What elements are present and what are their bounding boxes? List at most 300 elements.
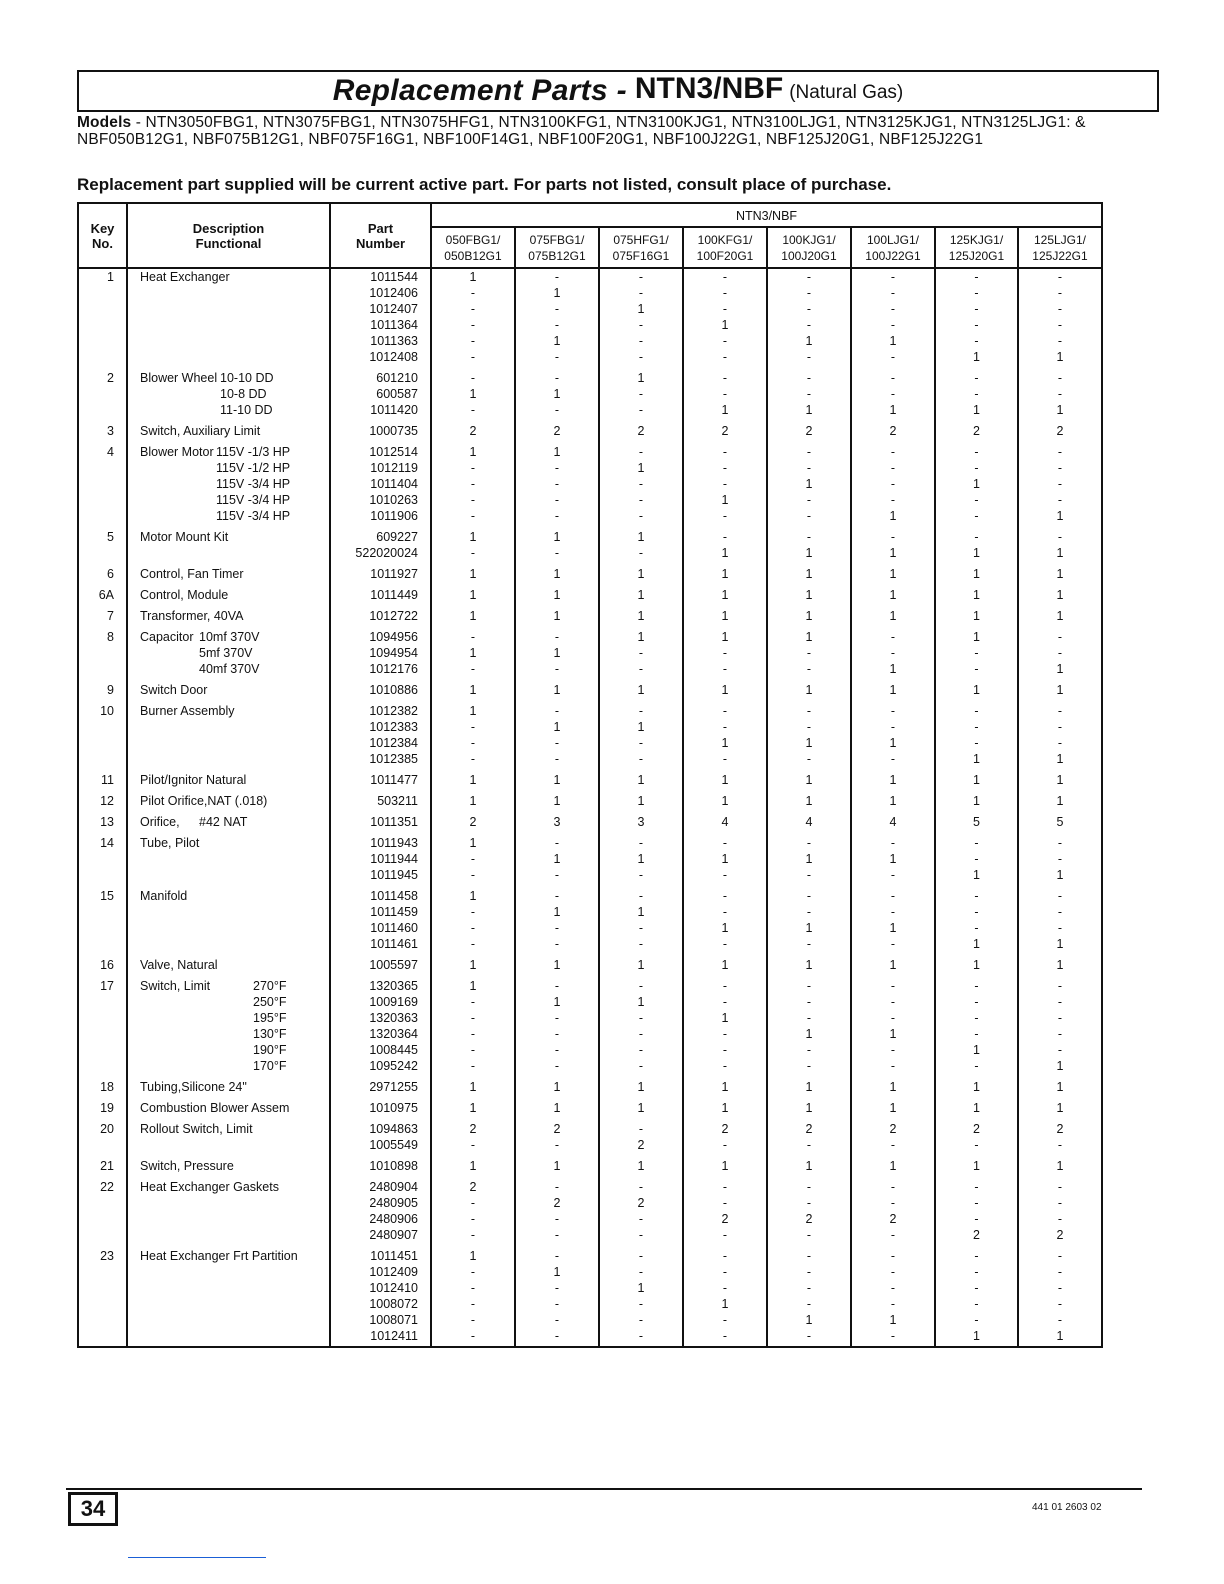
part-description <box>127 809 330 830</box>
quantity-cell: - <box>851 719 935 735</box>
part-number: 1012384 <box>330 735 431 751</box>
quantity-cell: - <box>431 1010 515 1026</box>
quantity-cell: 1 <box>851 1026 935 1042</box>
quantity-cell: 1 <box>935 1095 1018 1116</box>
quantity-cell: - <box>599 268 683 285</box>
quantity-cell: - <box>515 1296 599 1312</box>
description-text: Transformer, 40VA <box>140 609 244 623</box>
part-description <box>127 851 330 867</box>
quantity-cell: 1 <box>935 545 1018 561</box>
quantity-cell: 1 <box>1018 952 1102 973</box>
key-number: 21 <box>78 1153 127 1174</box>
key-number <box>78 508 127 524</box>
quantity-cell: - <box>767 936 851 952</box>
key-number <box>78 661 127 677</box>
table-row <box>78 1264 1102 1280</box>
table-row <box>78 645 1102 661</box>
quantity-cell: - <box>431 1280 515 1296</box>
quantity-cell: 1 <box>683 677 767 698</box>
table-row <box>78 476 1102 492</box>
part-description <box>127 1243 330 1264</box>
quantity-cell: 1 <box>935 1328 1018 1347</box>
table-row <box>78 603 1102 624</box>
description-text: Control, Fan Timer <box>140 567 244 581</box>
quantity-cell: - <box>683 524 767 545</box>
quantity-cell: - <box>683 333 767 349</box>
part-description <box>127 333 330 349</box>
quantity-cell: - <box>851 460 935 476</box>
key-number <box>78 645 127 661</box>
part-description <box>127 603 330 624</box>
quantity-cell: 1 <box>1018 661 1102 677</box>
quantity-cell: 1 <box>767 582 851 603</box>
part-number: 1095242 <box>330 1058 431 1074</box>
quantity-cell: 1 <box>1018 1058 1102 1074</box>
quantity-cell: 1 <box>683 1074 767 1095</box>
quantity-cell: 1 <box>431 883 515 904</box>
quantity-cell: 2 <box>431 418 515 439</box>
quantity-cell: 1 <box>851 545 935 561</box>
quantity-cell: - <box>767 645 851 661</box>
quantity-cell: 1 <box>599 582 683 603</box>
quantity-cell: - <box>683 1026 767 1042</box>
part-number: 1012385 <box>330 751 431 767</box>
key-number: 20 <box>78 1116 127 1137</box>
quantity-cell: 1 <box>431 439 515 460</box>
quantity-cell: - <box>683 867 767 883</box>
description-option: #42 NAT <box>199 815 248 829</box>
quantity-cell: - <box>515 1227 599 1243</box>
quantity-cell: 1 <box>767 333 851 349</box>
quantity-cell: 2 <box>599 418 683 439</box>
model-header: 075HFG1/ 075F16G1 <box>599 227 683 268</box>
key-number <box>78 1137 127 1153</box>
part-description <box>127 1095 330 1116</box>
quantity-cell: 1 <box>683 402 767 418</box>
quantity-cell: 2 <box>767 1116 851 1137</box>
quantity-cell: - <box>599 402 683 418</box>
key-number: 15 <box>78 883 127 904</box>
quantity-cell: 2 <box>683 418 767 439</box>
quantity-cell: - <box>935 883 1018 904</box>
quantity-cell: - <box>851 268 935 285</box>
part-description <box>127 936 330 952</box>
quantity-cell: - <box>935 735 1018 751</box>
quantity-cell: - <box>431 492 515 508</box>
quantity-cell: - <box>431 1328 515 1347</box>
quantity-cell: - <box>1018 365 1102 386</box>
key-number <box>78 1296 127 1312</box>
key-number: 9 <box>78 677 127 698</box>
quantity-cell: 1 <box>599 904 683 920</box>
description-option: 10-8 DD <box>220 387 267 401</box>
quantity-cell: 2 <box>683 1116 767 1137</box>
quantity-cell: 1 <box>599 1095 683 1116</box>
quantity-cell: - <box>1018 1137 1102 1153</box>
quantity-cell: - <box>515 317 599 333</box>
quantity-cell: 1 <box>851 767 935 788</box>
part-description <box>127 1296 330 1312</box>
quantity-cell: - <box>851 904 935 920</box>
quantity-cell: 1 <box>851 1153 935 1174</box>
quantity-cell: 1 <box>431 677 515 698</box>
part-description <box>127 1074 330 1095</box>
quantity-cell: - <box>1018 1211 1102 1227</box>
quantity-cell: 1 <box>1018 582 1102 603</box>
table-row <box>78 936 1102 952</box>
quantity-cell: 1 <box>935 561 1018 582</box>
quantity-cell: - <box>851 624 935 645</box>
quantity-cell: 1 <box>1018 751 1102 767</box>
quantity-cell: 1 <box>599 952 683 973</box>
description-text: Valve, Natural <box>140 958 218 972</box>
quantity-cell: 1 <box>599 677 683 698</box>
part-description <box>127 476 330 492</box>
quantity-cell: 1 <box>599 365 683 386</box>
table-row <box>78 767 1102 788</box>
quantity-cell: 1 <box>935 1042 1018 1058</box>
table-row <box>78 349 1102 365</box>
quantity-cell: - <box>767 973 851 994</box>
quantity-cell: - <box>683 439 767 460</box>
quantity-cell: 1 <box>767 1312 851 1328</box>
quantity-cell: - <box>935 994 1018 1010</box>
quantity-cell: 1 <box>935 751 1018 767</box>
quantity-cell: - <box>431 508 515 524</box>
quantity-cell: 1 <box>515 767 599 788</box>
quantity-cell: - <box>599 1058 683 1074</box>
quantity-cell: 1 <box>599 1280 683 1296</box>
quantity-cell: - <box>935 1195 1018 1211</box>
table-row <box>78 1095 1102 1116</box>
quantity-cell: - <box>1018 719 1102 735</box>
quantity-cell: - <box>935 645 1018 661</box>
key-number <box>78 1010 127 1026</box>
table-row <box>78 439 1102 460</box>
quantity-cell: 1 <box>515 1095 599 1116</box>
description-text: Heat Exchanger Frt Partition <box>140 1249 298 1263</box>
description-option: 11-10 DD <box>220 403 273 417</box>
quantity-cell: - <box>683 1280 767 1296</box>
part-number: 1011458 <box>330 883 431 904</box>
quantity-cell: - <box>851 349 935 365</box>
quantity-cell: 1 <box>1018 1074 1102 1095</box>
quantity-cell: 1 <box>767 545 851 561</box>
part-number: 1011459 <box>330 904 431 920</box>
quantity-cell: - <box>683 365 767 386</box>
part-number: 1012382 <box>330 698 431 719</box>
description-text: Heat Exchanger Gaskets <box>140 1180 279 1194</box>
quantity-cell: 1 <box>431 1074 515 1095</box>
part-number: 522020024 <box>330 545 431 561</box>
key-header: Key No. <box>78 203 127 268</box>
quantity-cell: 1 <box>431 1153 515 1174</box>
key-number <box>78 476 127 492</box>
quantity-cell: - <box>431 1137 515 1153</box>
table-row <box>78 920 1102 936</box>
quantity-cell: - <box>935 698 1018 719</box>
quantity-cell: - <box>431 460 515 476</box>
quantity-cell: - <box>431 661 515 677</box>
quantity-cell: - <box>767 1280 851 1296</box>
quantity-cell: 1 <box>431 603 515 624</box>
part-description <box>127 582 330 603</box>
quantity-cell: 1 <box>683 317 767 333</box>
quantity-cell: 1 <box>1018 508 1102 524</box>
quantity-cell: - <box>851 936 935 952</box>
quantity-cell: 1 <box>515 524 599 545</box>
quantity-cell: - <box>851 1296 935 1312</box>
part-description <box>127 349 330 365</box>
quantity-cell: - <box>767 719 851 735</box>
quantity-cell: - <box>767 365 851 386</box>
part-number: 1011449 <box>330 582 431 603</box>
quantity-cell: - <box>683 661 767 677</box>
quantity-cell: 1 <box>851 920 935 936</box>
quantity-cell: - <box>1018 698 1102 719</box>
quantity-cell: - <box>767 883 851 904</box>
quantity-cell: 1 <box>1018 545 1102 561</box>
quantity-cell: 1 <box>515 994 599 1010</box>
part-number: 1011945 <box>330 867 431 883</box>
quantity-cell: - <box>683 349 767 365</box>
quantity-cell: 1 <box>683 582 767 603</box>
part-description <box>127 1153 330 1174</box>
description-text: Switch, Pressure <box>140 1159 234 1173</box>
part-description <box>127 386 330 402</box>
quantity-cell: 1 <box>935 1153 1018 1174</box>
quantity-cell: - <box>1018 645 1102 661</box>
table-row <box>78 677 1102 698</box>
quantity-cell: - <box>851 645 935 661</box>
quantity-cell: 1 <box>515 851 599 867</box>
quantity-cell: 1 <box>935 582 1018 603</box>
table-row <box>78 735 1102 751</box>
quantity-cell: - <box>851 476 935 492</box>
part-number: 1010898 <box>330 1153 431 1174</box>
quantity-cell: - <box>683 1042 767 1058</box>
key-number <box>78 285 127 301</box>
part-number: 1011927 <box>330 561 431 582</box>
quantity-cell: 1 <box>431 645 515 661</box>
description-text: Switch, Auxiliary Limit <box>140 424 261 438</box>
quantity-cell: 2 <box>431 1174 515 1195</box>
quantity-cell: - <box>935 508 1018 524</box>
key-number <box>78 1042 127 1058</box>
table-row <box>78 698 1102 719</box>
quantity-cell: - <box>683 698 767 719</box>
key-number: 5 <box>78 524 127 545</box>
key-number <box>78 920 127 936</box>
quantity-cell: 1 <box>851 603 935 624</box>
part-number: 1012410 <box>330 1280 431 1296</box>
key-number: 12 <box>78 788 127 809</box>
quantity-cell: - <box>683 751 767 767</box>
quantity-cell: - <box>1018 1243 1102 1264</box>
quantity-cell: - <box>1018 460 1102 476</box>
key-number <box>78 386 127 402</box>
part-number: 1320363 <box>330 1010 431 1026</box>
quantity-cell: 2 <box>935 418 1018 439</box>
quantity-cell: 1 <box>683 1010 767 1026</box>
quantity-cell: - <box>851 1174 935 1195</box>
table-row <box>78 788 1102 809</box>
quantity-cell: - <box>515 476 599 492</box>
quantity-cell: - <box>515 1137 599 1153</box>
quantity-cell: - <box>431 349 515 365</box>
quantity-cell: - <box>935 285 1018 301</box>
quantity-cell: - <box>683 719 767 735</box>
quantity-cell: 2 <box>515 1195 599 1211</box>
key-number <box>78 402 127 418</box>
quantity-cell: - <box>1018 994 1102 1010</box>
quantity-cell: 1 <box>767 920 851 936</box>
quantity-cell: 1 <box>935 349 1018 365</box>
quantity-cell: - <box>683 994 767 1010</box>
quantity-cell: - <box>935 1312 1018 1328</box>
quantity-cell: - <box>431 851 515 867</box>
quantity-cell: 1 <box>599 524 683 545</box>
quantity-cell: - <box>1018 285 1102 301</box>
quantity-cell: - <box>683 1195 767 1211</box>
table-row <box>78 661 1102 677</box>
part-number: 1010975 <box>330 1095 431 1116</box>
table-row <box>78 1042 1102 1058</box>
quantity-cell: - <box>767 830 851 851</box>
quantity-cell: 1 <box>1018 402 1102 418</box>
quantity-cell: - <box>515 867 599 883</box>
quantity-cell: 1 <box>851 1074 935 1095</box>
quantity-cell: 1 <box>851 735 935 751</box>
quantity-cell: - <box>683 476 767 492</box>
table-row <box>78 460 1102 476</box>
quantity-cell: 1 <box>935 603 1018 624</box>
quantity-cell: - <box>683 1312 767 1328</box>
part-description <box>127 1211 330 1227</box>
document-number: 441 01 2603 02 <box>1032 1502 1102 1513</box>
quantity-cell: 4 <box>683 809 767 830</box>
quantity-cell: - <box>1018 624 1102 645</box>
quantity-cell: 1 <box>431 386 515 402</box>
part-number: 1012119 <box>330 460 431 476</box>
quantity-cell: - <box>599 1296 683 1312</box>
part-number: 1010886 <box>330 677 431 698</box>
table-row <box>78 1058 1102 1074</box>
quantity-cell: 1 <box>1018 677 1102 698</box>
quantity-cell: - <box>599 386 683 402</box>
quantity-cell: - <box>683 1227 767 1243</box>
key-number <box>78 1227 127 1243</box>
quantity-cell: - <box>851 1280 935 1296</box>
part-number: 1012406 <box>330 285 431 301</box>
quantity-cell: 1 <box>1018 867 1102 883</box>
quantity-cell: 1 <box>515 1074 599 1095</box>
quantity-cell: - <box>683 386 767 402</box>
quantity-cell: 1 <box>767 677 851 698</box>
part-description <box>127 735 330 751</box>
quantity-cell: 2 <box>515 1116 599 1137</box>
quantity-cell: 2 <box>851 1116 935 1137</box>
quantity-cell: - <box>599 492 683 508</box>
description-option: 170°F <box>253 1059 287 1073</box>
part-description <box>127 1058 330 1074</box>
quantity-cell: - <box>1018 492 1102 508</box>
quantity-cell: 3 <box>515 809 599 830</box>
description-text: Pilot/Ignitor Natural <box>140 773 247 787</box>
link-underline[interactable] <box>128 1557 266 1558</box>
key-number: 17 <box>78 973 127 994</box>
quantity-cell: 1 <box>683 920 767 936</box>
quantity-cell: - <box>431 751 515 767</box>
table-row <box>78 285 1102 301</box>
quantity-cell: - <box>1018 301 1102 317</box>
model-header: 100KJG1/ 100J20G1 <box>767 227 851 268</box>
quantity-cell: - <box>851 1328 935 1347</box>
quantity-cell: - <box>515 751 599 767</box>
key-number: 2 <box>78 365 127 386</box>
quantity-cell: - <box>1018 333 1102 349</box>
key-number: 10 <box>78 698 127 719</box>
quantity-cell: - <box>767 698 851 719</box>
quantity-cell: 1 <box>599 1153 683 1174</box>
key-number <box>78 719 127 735</box>
quantity-cell: - <box>683 285 767 301</box>
part-number: 1012514 <box>330 439 431 460</box>
part-description <box>127 1312 330 1328</box>
part-description <box>127 719 330 735</box>
quantity-cell: - <box>851 751 935 767</box>
quantity-cell: 1 <box>851 677 935 698</box>
quantity-cell: - <box>431 867 515 883</box>
part-description <box>127 751 330 767</box>
quantity-cell: - <box>599 920 683 936</box>
description-text: Control, Module <box>140 588 229 602</box>
quantity-cell: - <box>515 830 599 851</box>
table-row <box>78 1137 1102 1153</box>
description-option: 115V -1/2 HP <box>216 461 291 475</box>
quantity-cell: - <box>431 624 515 645</box>
quantity-cell: 2 <box>515 418 599 439</box>
part-number: 1094954 <box>330 645 431 661</box>
quantity-cell: 1 <box>683 1095 767 1116</box>
replacement-notice: Replacement part supplied will be current active part. For parts not listed, consult place of purchase. <box>77 175 892 194</box>
quantity-cell: - <box>515 349 599 365</box>
quantity-cell: - <box>515 1026 599 1042</box>
quantity-cell: 1 <box>431 268 515 285</box>
quantity-cell: - <box>851 698 935 719</box>
quantity-cell: 1 <box>683 1296 767 1312</box>
quantity-cell: - <box>1018 851 1102 867</box>
key-number <box>78 460 127 476</box>
quantity-cell: 1 <box>1018 603 1102 624</box>
key-number <box>78 867 127 883</box>
part-number: 600587 <box>330 386 431 402</box>
table-row <box>78 1328 1102 1347</box>
key-number <box>78 994 127 1010</box>
quantity-cell: - <box>851 386 935 402</box>
quantity-cell: - <box>431 1211 515 1227</box>
table-row <box>78 268 1102 285</box>
quantity-cell: 1 <box>767 1095 851 1116</box>
part-number: 1011943 <box>330 830 431 851</box>
quantity-cell: 2 <box>851 1211 935 1227</box>
quantity-cell: - <box>767 508 851 524</box>
quantity-cell: - <box>515 698 599 719</box>
quantity-cell: - <box>431 301 515 317</box>
quantity-cell: - <box>515 492 599 508</box>
quantity-cell: - <box>935 460 1018 476</box>
quantity-cell: 1 <box>851 508 935 524</box>
